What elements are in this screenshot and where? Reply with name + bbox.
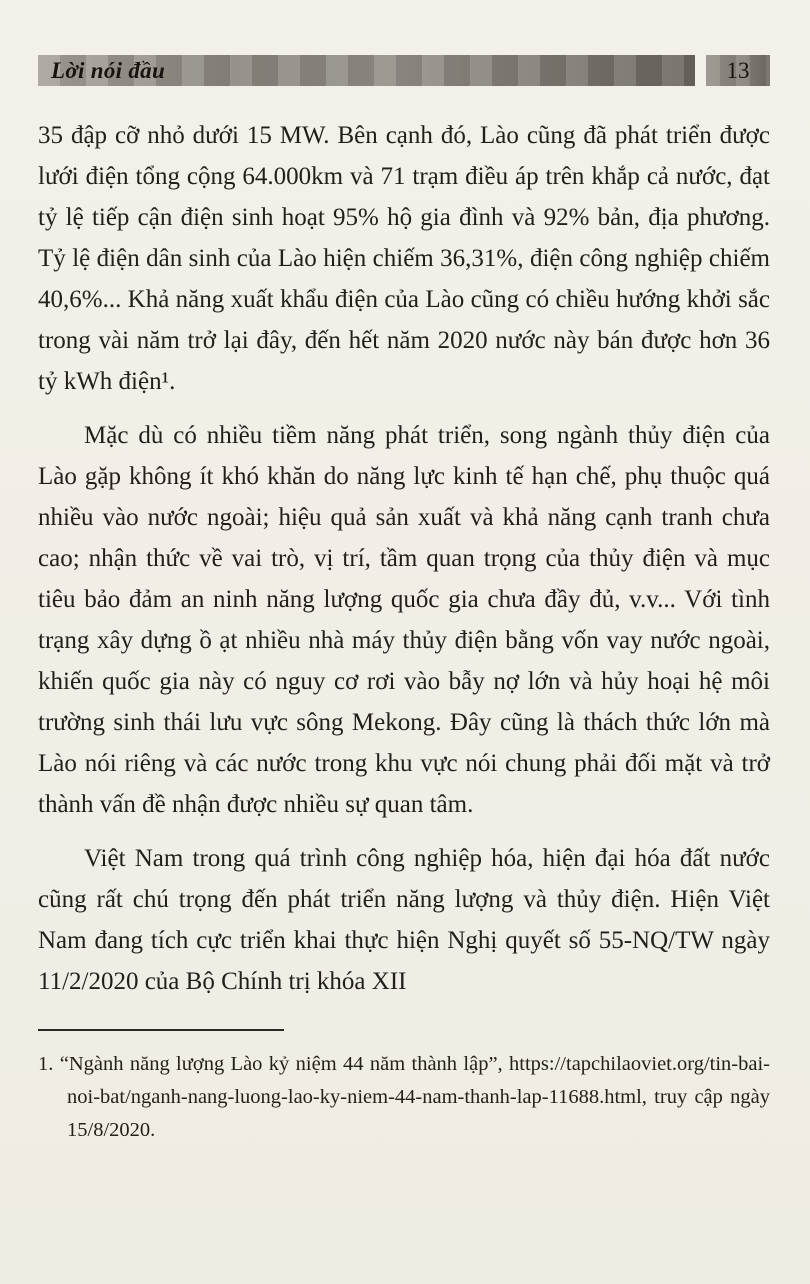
footnote-area <box>38 1029 770 1147</box>
page-number-bar <box>706 55 770 86</box>
body-text <box>38 115 770 1002</box>
running-title-bar <box>38 55 695 86</box>
page-number: 13 <box>726 57 750 83</box>
paragraph-2: Mặc dù có nhiều tiềm năng phát triển, song ngành thủy điện của Lào gặp không ít khó khăn do năng lực kinh tế hạn chế, phụ thuộc quá nhiều vào nước ngoài; hiệu quả sản xuất và khả năng cạnh tranh chưa cao; nhận thức về vai trò, vị trí, tầm quan trọng của thủy điện và mục tiêu bảo đảm an ninh năng lượng quốc gia chưa đầy đủ, v.v... Với tình trạng xây dựng ồ ạt nhiều nhà máy thủy điện bằng vốn vay nước ngoài, khiến quốc gia này có nguy cơ rơi vào bẫy nợ lớn và hủy hoại hệ môi trường sinh thái lưu vực sông Mekong. Đây cũng là thách thức lớn mà Lào nói riêng và các nước trong khu vực nói chung phải đối mặt và trở thành vấn đề nhận được nhiều sự quan tâm. <box>38 422 770 818</box>
running-title: Lời nói đầu <box>51 57 166 83</box>
paragraph-1: 35 đập cỡ nhỏ dưới 15 MW. Bên cạnh đó, Lào cũng đã phát triển được lưới điện tổng cộng 64.000km và 71 trạm điều áp trên khắp cả nước, đạt tỷ lệ tiếp cận điện sinh hoạt 95% hộ gia đình và 92% bản, địa phương. Tỷ lệ điện dân sinh của Lào hiện chiếm 36,31%, điện công nghiệp chiếm 40,6%... Khả năng xuất khẩu điện của Lào cũng có chiều hướng khởi sắc trong vài năm trở lại đây, đến hết năm 2020 nước này bán được hơn 36 tỷ kWh điện¹. <box>38 122 770 395</box>
page-header <box>38 55 770 86</box>
footnote-text: 1. “Ngành năng lượng Lào kỷ niệm 44 năm thành lập”, https://tapchilaoviet.org/tin-bai-noi-bat/nganh-nang-luong-lao-ky-niem-44-nam-thanh-lap-11688.html, truy cập ngày 15/8/2020. <box>38 1053 770 1141</box>
footnote-rule <box>38 1029 284 1031</box>
paragraph-3: Việt Nam trong quá trình công nghiệp hóa, hiện đại hóa đất nước cũng rất chú trọng đến phát triển năng lượng và thủy điện. Hiện Việt Nam đang tích cực triển khai thực hiện Nghị quyết số 55-NQ/TW ngày 11/2/2020 của Bộ Chính trị khóa XII <box>38 845 770 995</box>
